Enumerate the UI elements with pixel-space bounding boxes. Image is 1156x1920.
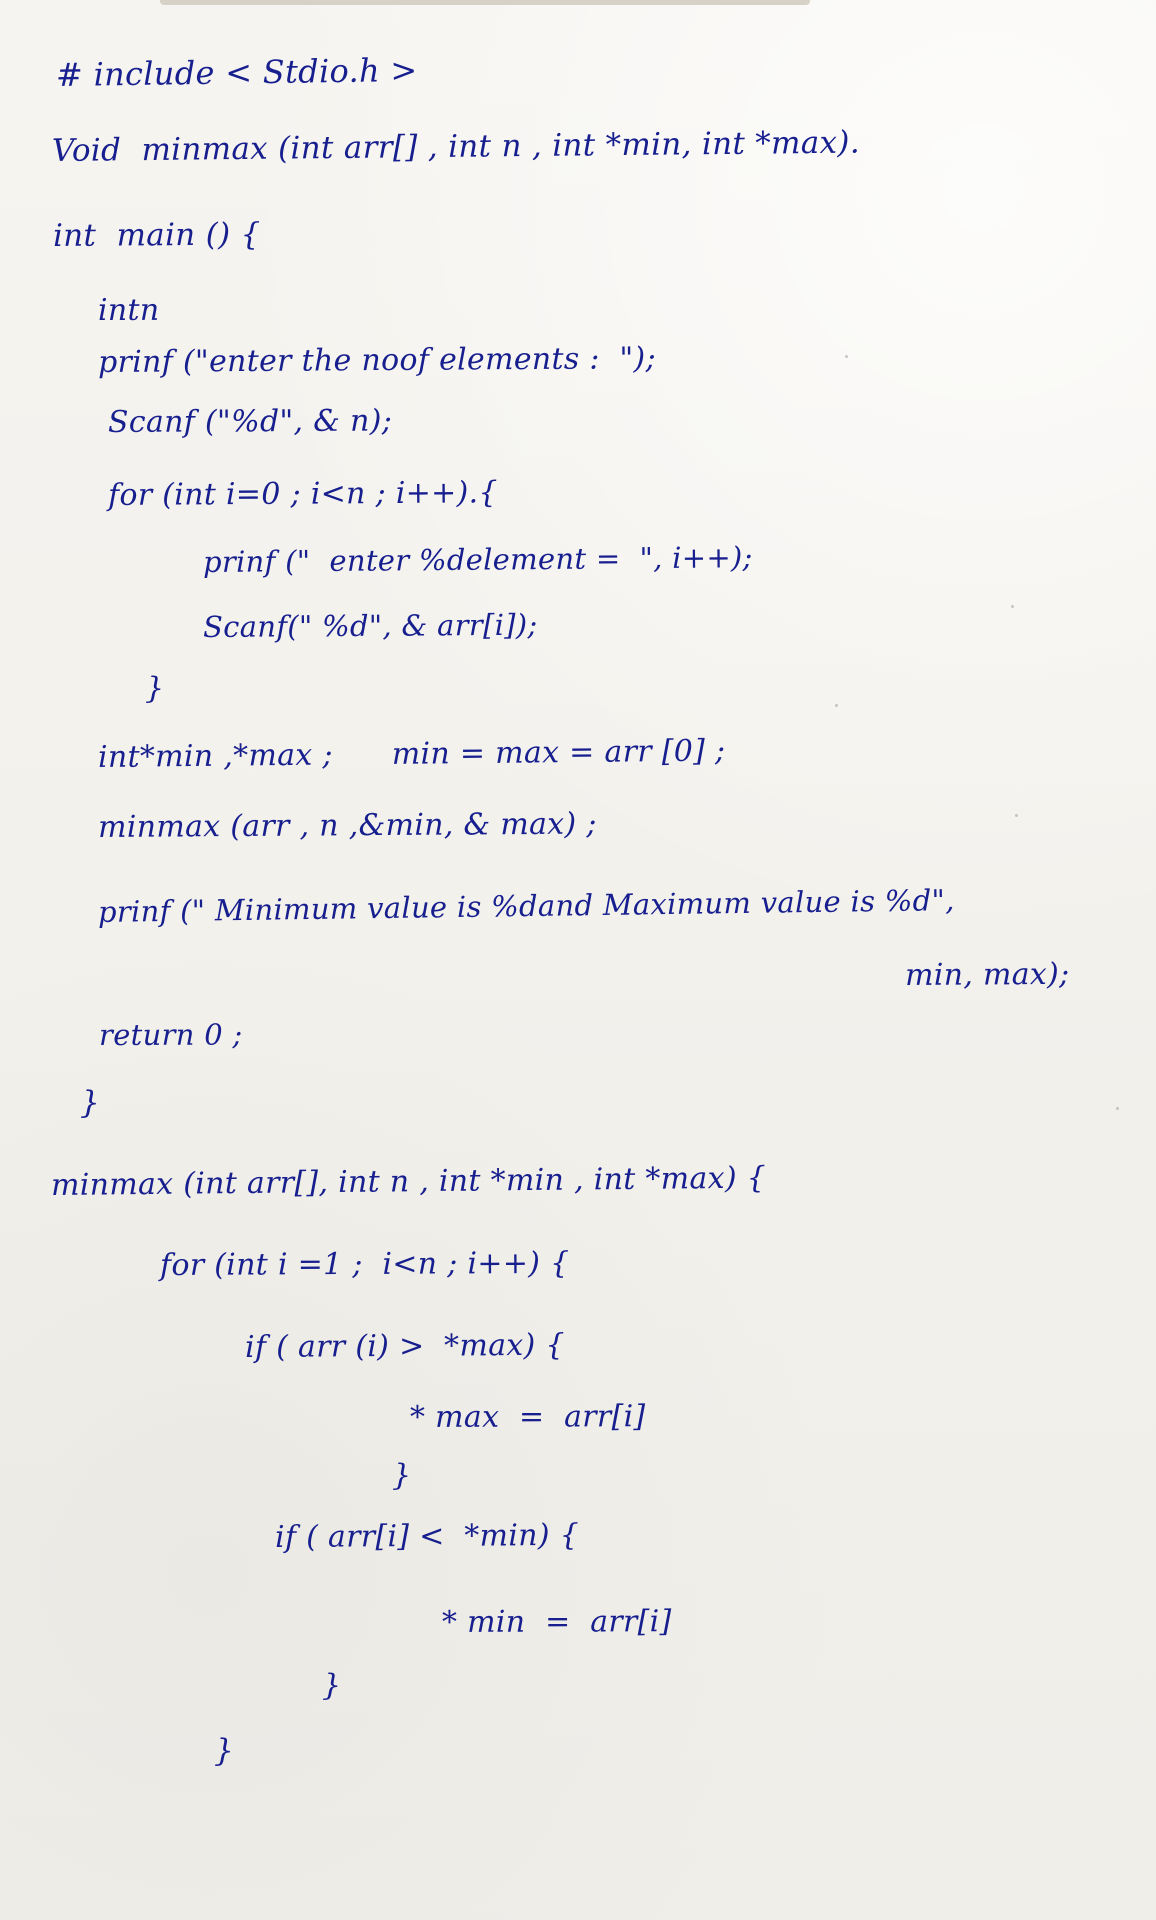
code-line-function-definition: minmax (int arr[], int n , int *min , int *max) { (50, 1160, 767, 1203)
code-line-scan-element: Scanf(" %d", & arr[i]); (202, 607, 538, 644)
code-line-if-min: if ( arr[i] < *min) { (274, 1517, 580, 1555)
code-line-prompt-element: prinf (" enter %delement = ", i++); (202, 540, 753, 579)
code-line-if-min-close: } (322, 1668, 342, 1703)
code-line-for-loop: for (int i=0 ; i<n ; i++).{ (107, 475, 498, 513)
paper-speck (1015, 814, 1018, 817)
code-line-if-max-close: } (392, 1458, 412, 1493)
paper-speck (1116, 1107, 1119, 1110)
code-line-function-for-loop: for (int i =1 ; i<n ; i++) { (159, 1245, 570, 1283)
code-line-min-max-init: int*min ,*max ; min = max = arr [0] ; (97, 733, 726, 775)
code-line-assign-max: * max = arr[i] (409, 1399, 646, 1435)
paper-speck (845, 355, 848, 358)
code-line-loop-close: } (145, 671, 165, 706)
code-line-include: # include < Stdio.h > (55, 50, 418, 94)
code-line-assign-min: * min = arr[i] (441, 1604, 672, 1640)
code-line-print-result: prinf (" Minimum value is %dand Maximum value is %d", (97, 883, 955, 929)
code-line-prototype: Void minmax (int arr[] , int n , int *min, int *max). (51, 124, 861, 169)
code-line-main-header: int main () { (52, 216, 261, 254)
paper-top-edge (160, 0, 810, 5)
code-line-print-args: min, max); (904, 956, 1070, 993)
code-line-main-close: } (80, 1085, 101, 1121)
code-line-if-max: if ( arr (i) > *max) { (244, 1327, 565, 1365)
code-line-scan-count: Scanf ("%d", & n); (107, 403, 393, 440)
code-line-return: return 0 ; (98, 1017, 243, 1052)
paper-speck (835, 704, 838, 707)
paper-speck (1011, 605, 1014, 608)
code-line-function-close: } (214, 1733, 235, 1769)
code-line-int-declaration: intn (97, 292, 160, 328)
code-line-minmax-call: minmax (arr , n ,&min, & max) ; (97, 806, 597, 845)
code-line-prompt-count: prinf ("enter the noof elements : "); (97, 341, 657, 380)
